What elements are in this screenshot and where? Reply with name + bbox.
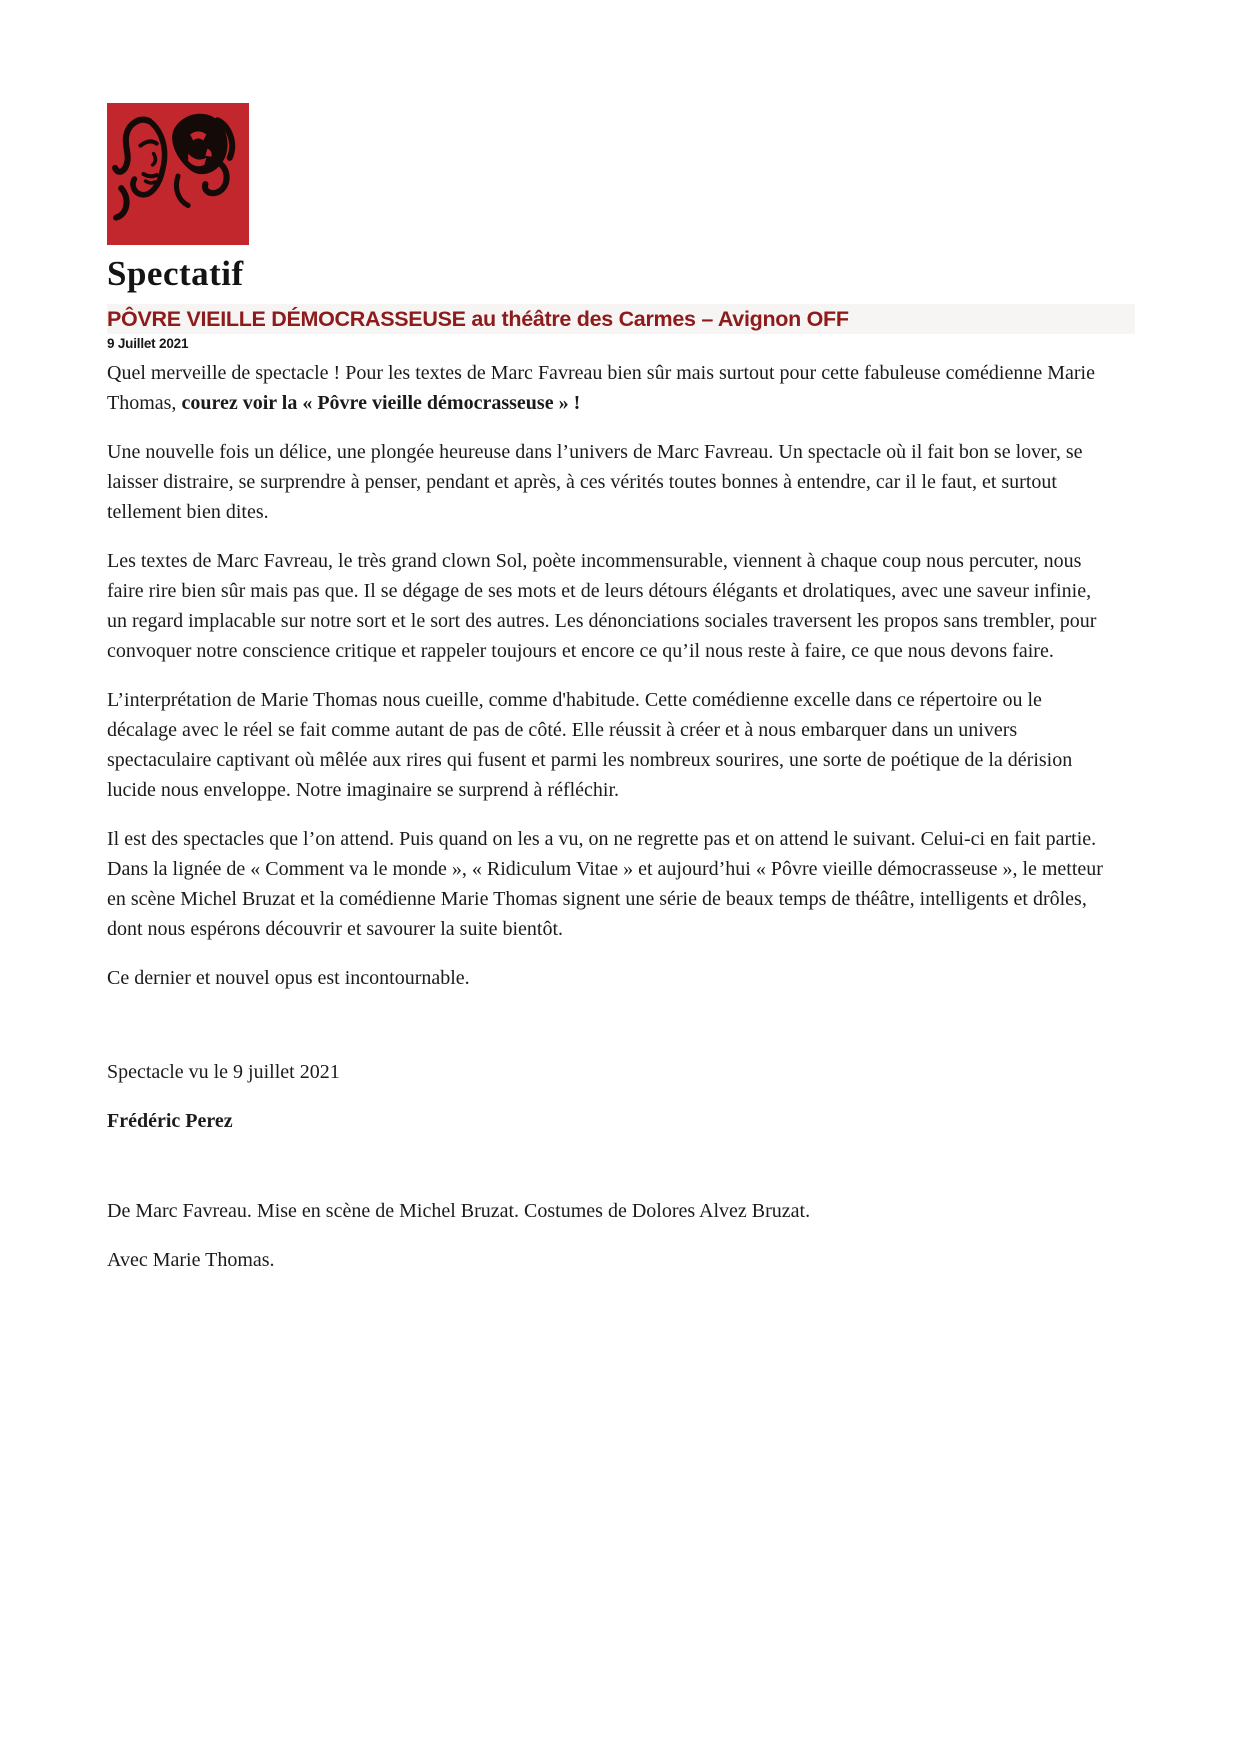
credits-line: De Marc Favreau. Mise en scène de Michel Bruzat. Costumes de Dolores Alvez Bruzat.	[107, 1200, 811, 1223]
seen-note: Spectacle vu le 9 juillet 2021	[107, 1061, 340, 1084]
site-title: Spectatif	[107, 254, 244, 293]
paragraph-interpretation: L’interprétation de Marie Thomas nous cueille, comme d'habitude. Cette comédienne excelle dans ce répertoire ou le décalage avec le réel se fait comme autant de pas de côté. Elle réussit à créer et à nous embarquer dans un univers spectaculaire captivant où mêlée aux rires qui fusent et parmi les nombreux sourires, une sorte de poétique de la dérision lucide nous enveloppe. Notre imaginaire se surprend à réfléchir.	[107, 689, 1073, 802]
article-headline: PÔVRE VIEILLE DÉMOCRASSEUSE au théâtre des Carmes – Avignon OFF	[107, 304, 1135, 335]
spectatif-logo	[107, 103, 249, 245]
paragraph-textes-favreau: Les textes de Marc Favreau, le très grand clown Sol, poète incommensurable, viennent à chaque coup nous percuter, nous faire rire bien sûr mais pas que. Il se dégage de ses mots et de leurs détours élégants et drolatiques, avec une saveur infinie, un regard implacable sur notre sort et le sort des autres. Les dénonciations sociales traversent les propos sans trembler, pour convoquer notre conscience critique et rappeler toujours et encore ce qu’il nous reste à faire, ce que nous devons faire.	[107, 550, 1097, 663]
article-date: 9 Juillet 2021	[107, 336, 189, 352]
intro-bold-text: courez voir la « Pôvre vieille démocrasseuse » !	[181, 392, 581, 415]
theater-masks-icon	[107, 103, 249, 245]
credits-cast-line: Avec Marie Thomas.	[107, 1249, 275, 1272]
author-name: Frédéric Perez	[107, 1110, 233, 1133]
paragraph-delice: Une nouvelle fois un délice, une plongée heureuse dans l’univers de Marc Favreau. Un spectacle où il fait bon se lover, se laisser distraire, se surprendre à penser, pendant et après, à ces vérités toutes bonnes à entendre, car il le faut, et surtout tellement bien dites.	[107, 441, 1083, 524]
paragraph-spectacles-attend: Il est des spectacles que l’on attend. Puis quand on les a vu, on ne regrette pas et on attend le suivant. Celui-ci en fait partie. Dans la lignée de « Comment va le monde », « Ridiculum Vitae » et aujourd’hui « Pôvre vieille démocrasseuse », le metteur en scène Michel Bruzat et la comédienne Marie Thomas signent une série de beaux temps de théâtre, intelligents et drôles, dont nous espérons découvrir et savourer la suite bientôt.	[107, 828, 1103, 941]
paragraph-conclusion: Ce dernier et nouvel opus est incontournable.	[107, 967, 470, 990]
intro-text: Quel merveille de spectacle ! Pour les textes de Marc Favreau bien sûr mais surtout pour cette fabuleuse comédienne Marie Thomas,	[107, 362, 1095, 415]
intro-paragraph	[107, 358, 1112, 418]
